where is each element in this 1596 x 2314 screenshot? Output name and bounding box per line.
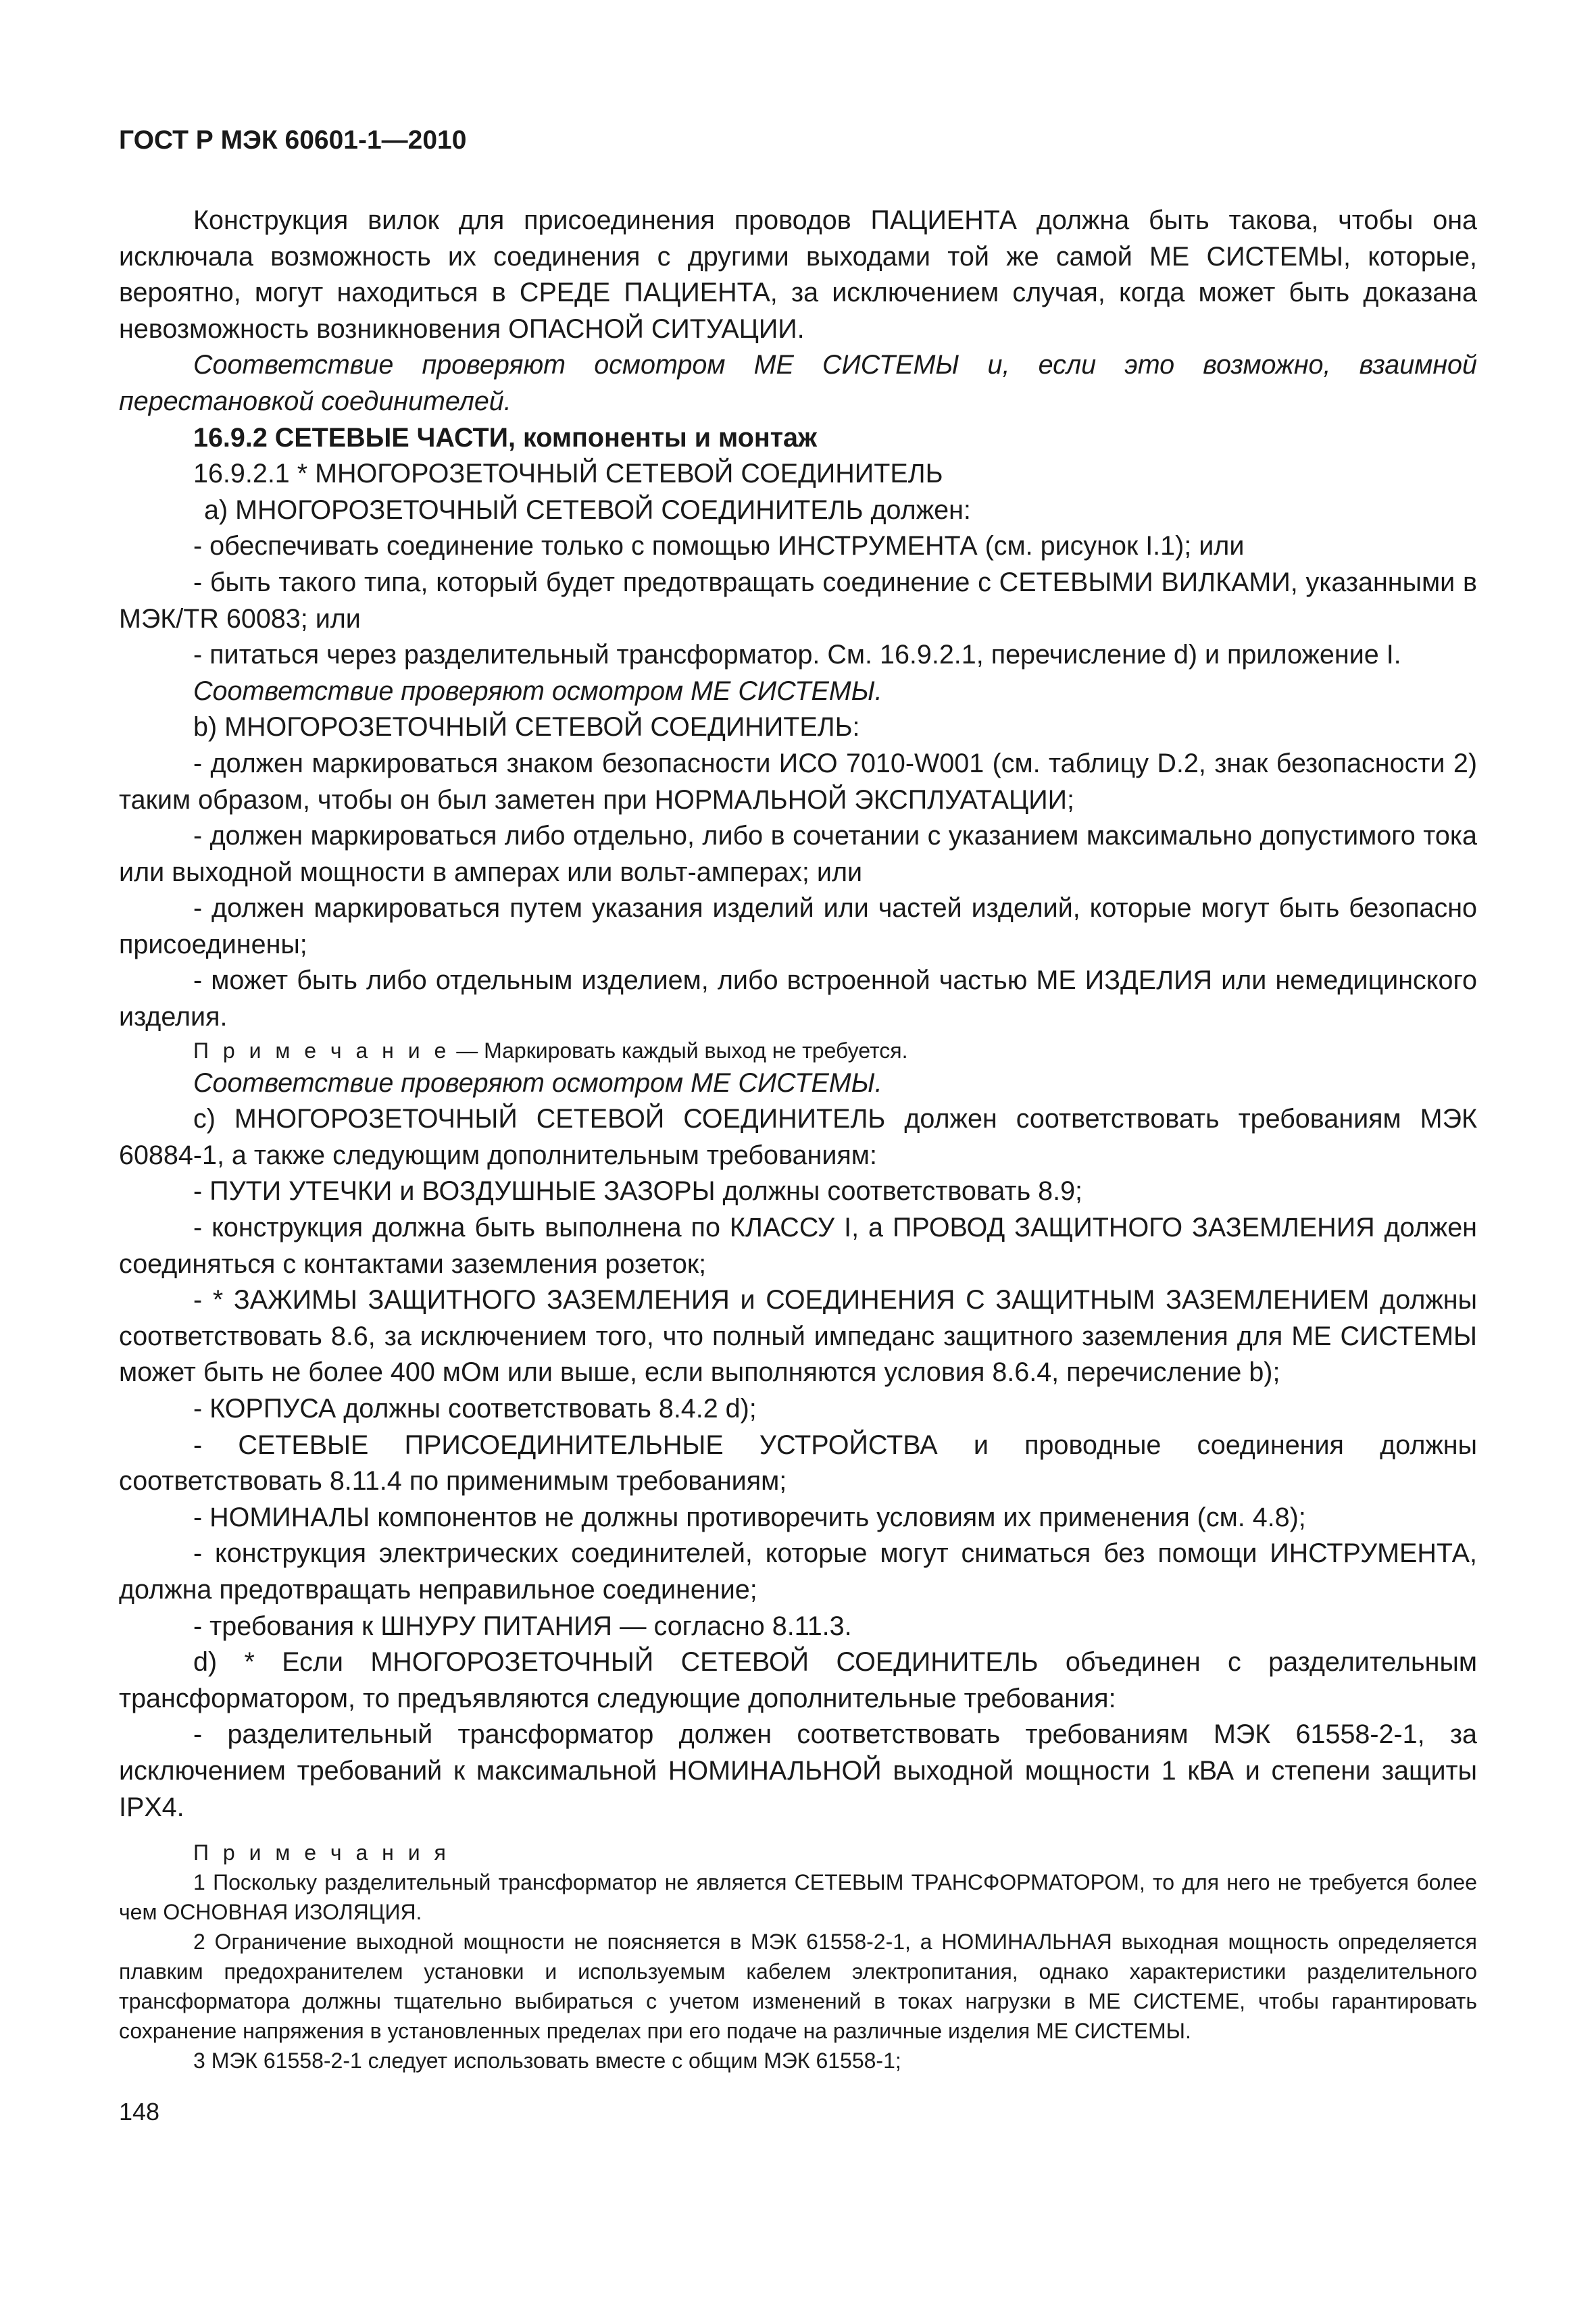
- compliance-paragraph: Соответствие проверяют осмотром МЕ СИСТЕМЫ.: [193, 676, 882, 706]
- list-item: - конструкция должна быть выполнена по КЛАССУ I, а ПРОВОД ЗАЩИТНОГО ЗАЗЕМЛЕНИЯ должен соединяться с контактами заземления розеток;: [119, 1213, 1477, 1279]
- list-item-b: b) МНОГОРОЗЕТОЧНЫЙ СЕТЕВОЙ СОЕДИНИТЕЛЬ:: [193, 712, 860, 743]
- list-item-d: d) * Если МНОГОРОЗЕТОЧНЫЙ СЕТЕВОЙ СОЕДИНИТЕЛЬ объединен с разделительным трансформатором, то предъявляются следующие дополнительные требования:: [119, 1647, 1477, 1713]
- list-item: - может быть либо отдельным изделием, либо встроенной частью МЕ ИЗДЕЛИЯ или немедицинского изделия.: [119, 965, 1477, 1032]
- note: [119, 1036, 1477, 1065]
- compliance-paragraph: Соответствие проверяют осмотром МЕ СИСТЕМЫ и, если это возможно, взаимной перестановкой соединителей.: [119, 350, 1477, 416]
- list-item: - разделительный трансформатор должен соответствовать требованиям МЭК 61558-2-1, за исключением требований к максимальной НОМИНАЛЬНОЙ выходной мощности 1 кВА и степени защиты IPX4.: [119, 1719, 1477, 1822]
- paragraph: Конструкция вилок для присоединения проводов ПАЦИЕНТА должна быть такова, чтобы она исключала возможность их соединения с другими выходами той же самой МЕ СИСТЕМЫ, которые, вероятно, могут находиться в СРЕДЕ ПАЦИЕНТА, за исключением случая, когда может быть доказана невозможность возникновения ОПАСНОЙ СИТУАЦИИ.: [119, 205, 1477, 344]
- section-heading: 16.9.2 СЕТЕВЫЕ ЧАСТИ, компоненты и монтаж: [193, 422, 818, 453]
- list-item-a: a) МНОГОРОЗЕТОЧНЫЙ СЕТЕВОЙ СОЕДИНИТЕЛЬ должен:: [204, 495, 971, 525]
- document-body: [119, 203, 1477, 2076]
- page-number: 148: [119, 2098, 160, 2126]
- notes-title: П р и м е ч а н и я: [193, 1840, 450, 1865]
- note: 2 Ограничение выходной мощности не поясняется в МЭК 61558-2-1, а НОМИНАЛЬНАЯ выходная мощность определяется плавким предохранителем установки и используемым кабелем электропитания, однако характеристики разделительного трансформатора должны тщательно выбираться с учетом изменений в токах нагрузки в МЕ СИСТЕМЕ, чтобы гарантировать сохранение напряжения в установленных пределах при его подаче на различные изделия МЕ СИСТЕМЫ.: [119, 1930, 1477, 2044]
- list-item: - должен маркироваться знаком безопасности ИСО 7010-W001 (см. таблицу D.2, знак безопасности 2) таким образом, чтобы он был заметен при НОРМАЛЬНОЙ ЭКСПЛУАТАЦИИ;: [119, 748, 1477, 815]
- note: 3 МЭК 61558-2-1 следует использовать вместе с общим МЭК 61558-1;: [193, 2048, 901, 2073]
- list-item: - КОРПУСА должны соответствовать 8.4.2 d);: [193, 1394, 757, 1424]
- list-item: - ПУТИ УТЕЧКИ и ВОЗДУШНЫЕ ЗАЗОРЫ должны соответствовать 8.9;: [193, 1176, 1083, 1207]
- list-item: - СЕТЕВЫЕ ПРИСОЕДИНИТЕЛЬНЫЕ УСТРОЙСТВА и проводные соединения должны соответствовать 8.11.4 по применимым требованиям;: [119, 1430, 1477, 1496]
- note: 1 Поскольку разделительный трансформатор не является СЕТЕВЫМ ТРАНСФОРМАТОРОМ, то для него не требуется более чем ОСНОВНАЯ ИЗОЛЯЦИЯ.: [119, 1870, 1477, 1925]
- list-item: - обеспечивать соединение только с помощью ИНСТРУМЕНТА (см. рисунок I.1); или: [193, 531, 1245, 561]
- list-item-c: c) МНОГОРОЗЕТОЧНЫЙ СЕТЕВОЙ СОЕДИНИТЕЛЬ должен соответствовать требованиям МЭК 60884-1, а также следующим дополнительным требованиям:: [119, 1104, 1477, 1170]
- subsection-heading: 16.9.2.1 * МНОГОРОЗЕТОЧНЫЙ СЕТЕВОЙ СОЕДИНИТЕЛЬ: [193, 459, 943, 489]
- list-item: - должен маркироваться либо отдельно, либо в сочетании с указанием максимально допустимого тока или выходной мощности в амперах или вольт-амперах; или: [119, 821, 1477, 887]
- note-label: П р и м е ч а н и е: [193, 1038, 451, 1063]
- document-header: ГОСТ Р МЭК 60601-1—2010: [119, 126, 467, 155]
- list-item: - требования к ШНУРУ ПИТАНИЯ — согласно 8.11.3.: [193, 1611, 852, 1641]
- list-item: - НОМИНАЛЫ компонентов не должны противоречить условиям их применения (см. 4.8);: [193, 1502, 1306, 1532]
- compliance-paragraph: Соответствие проверяют осмотром МЕ СИСТЕМЫ.: [193, 1067, 882, 1098]
- list-item: - должен маркироваться путем указания изделий или частей изделий, которые могут быть безопасно присоединены;: [119, 893, 1477, 959]
- note-text: — Маркировать каждый выход не требуется.: [450, 1038, 908, 1063]
- list-item: - * ЗАЖИМЫ ЗАЩИТНОГО ЗАЗЕМЛЕНИЯ и СОЕДИНЕНИЯ С ЗАЩИТНЫМ ЗАЗЕМЛЕНИЕМ должны соответствовать 8.6, за исключением того, что полный импеданс защитного заземления для МЕ СИСТЕМЫ может быть не более 400 мОм или выше, если выполняются условия 8.6.4, перечисление b);: [119, 1285, 1477, 1388]
- list-item: - конструкция электрических соединителей, которые могут сниматься без помощи ИНСТРУМЕНТА, должна предотвращать неправильное соединение;: [119, 1538, 1477, 1605]
- list-item: - питаться через разделительный трансформатор. См. 16.9.2.1, перечисление d) и приложение I.: [193, 640, 1401, 670]
- list-item: - быть такого типа, который будет предотвращать соединение с СЕТЕВЫМИ ВИЛКАМИ, указанными в МЭК/TR 60083; или: [119, 567, 1477, 634]
